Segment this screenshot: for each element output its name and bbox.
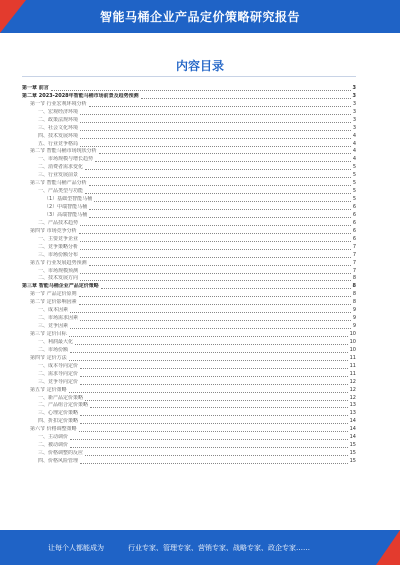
toc-entry[interactable] (22, 354, 356, 362)
toc-page-number: 6 (352, 227, 356, 234)
toc-page-number: 10 (349, 346, 356, 353)
toc-page-number: 8 (352, 275, 356, 282)
toc-entry-title: 第一章 前言 (22, 84, 49, 91)
toc-entry-title: 第一节 产品定价原则 (30, 291, 77, 298)
toc-entry[interactable] (22, 386, 356, 394)
toc-dot-leader (51, 90, 351, 91)
toc-dot-leader (80, 138, 351, 139)
toc-page-number: 5 (352, 180, 356, 187)
toc-entry[interactable] (22, 330, 356, 338)
toc-entry[interactable] (22, 290, 356, 298)
toc-entry[interactable] (22, 394, 356, 402)
toc-entry-title: 三、竞争导向定价 (38, 378, 79, 385)
toc-entry[interactable] (22, 235, 356, 243)
toc-entry[interactable] (22, 108, 356, 116)
toc-dot-leader (70, 352, 348, 353)
toc-dot-leader (80, 130, 351, 131)
toc-dot-leader (85, 400, 348, 401)
toc-entry-title: 第三节 定价目标 (30, 331, 67, 337)
toc-page-number: 14 (349, 434, 356, 441)
toc-entry-title: 第四节 市场竞争分析 (30, 227, 77, 234)
toc-dot-leader (80, 249, 351, 250)
toc-entry-title: 第二章 2023-2028年智能马桶市场前景及趋势预测 (22, 92, 139, 99)
toc-dot-leader (80, 225, 351, 226)
toc-entry[interactable] (22, 100, 356, 108)
toc-entry[interactable] (22, 124, 356, 132)
toc-entry-title: 二、竞争策略分析 (38, 243, 79, 250)
toc-entry[interactable] (22, 251, 356, 259)
toc-entry[interactable] (22, 402, 356, 410)
toc-entry[interactable] (22, 441, 356, 449)
toc-entry-title: 第二节 智能马桶市场现状分析 (30, 148, 97, 155)
toc-dot-leader (79, 233, 351, 234)
toc-page-number: 9 (352, 307, 356, 314)
toc-entry-title: 一、新产品定价策略 (38, 394, 84, 401)
footer-slogan: 让每个人都能成为 (48, 544, 104, 552)
toc-dot-leader (89, 106, 351, 107)
toc-dot-leader (80, 320, 351, 321)
toc-dot-leader (80, 463, 348, 464)
toc-entry-title: 第二节 定价影响因素 (30, 299, 77, 306)
toc-entry[interactable] (22, 314, 356, 322)
toc-dot-leader (95, 161, 351, 162)
toc-entry-title: 一、成本因素 (38, 307, 69, 314)
toc-page-number: 7 (352, 267, 356, 274)
toc-entry-title: （1）基础型智能马桶 (44, 196, 93, 203)
toc-entry[interactable] (22, 425, 356, 433)
toc-page-number: 15 (349, 442, 356, 449)
toc-page-number: 15 (349, 458, 356, 464)
toc-entry[interactable] (22, 187, 356, 195)
toc-entry[interactable] (22, 378, 356, 386)
toc-entry-title: 三、市场份额分布 (38, 251, 79, 258)
toc-entry-title: 一、主要竞争企业 (38, 235, 79, 242)
toc-entry[interactable] (22, 92, 356, 100)
toc-entry-title: 四、价格风险管理 (38, 458, 79, 464)
toc-entry-title: 一、市场规模预测 (38, 267, 79, 274)
toc-entry[interactable] (22, 211, 356, 219)
toc-page-number: 4 (352, 148, 356, 155)
toc-page-number: 12 (349, 378, 356, 385)
toc-dot-leader (70, 439, 348, 440)
toc-dot-leader (80, 376, 348, 377)
toc-dot-leader (79, 304, 351, 305)
toc-page-number: 3 (352, 84, 356, 91)
toc-dot-leader (79, 431, 348, 432)
toc-entry-title: 二、政策法规环境 (38, 116, 79, 123)
toc-dot-leader (94, 201, 351, 202)
toc-page-number: 5 (352, 164, 356, 171)
toc-entry-title: 第四节 定价方法 (30, 354, 67, 361)
toc-dot-leader (90, 407, 348, 408)
toc-page-number: 10 (349, 331, 356, 337)
toc-entry-title: 二、市场份额 (38, 346, 69, 353)
toc-dot-leader (85, 169, 351, 170)
toc-entry-title: 第一节 行业宏观环境分析 (30, 100, 87, 107)
toc-entry[interactable] (22, 195, 356, 203)
toc-dot-leader (80, 423, 348, 424)
toc-page-number: 8 (352, 283, 356, 290)
toc-entry-title: 第三章 智能马桶企业产品定价策略 (22, 283, 99, 290)
report-header (0, 0, 400, 33)
toc-entry[interactable] (22, 267, 356, 275)
toc-entry-title: 二、技术发展方向 (38, 275, 79, 282)
toc-dot-leader (101, 288, 351, 289)
toc-dot-leader (80, 273, 351, 274)
toc-entry[interactable] (22, 449, 356, 457)
toc-entry[interactable] (22, 275, 356, 283)
toc-entry-title: 四、技术发展环境 (38, 132, 79, 139)
toc-entry[interactable] (22, 243, 356, 251)
toc-page-number: 3 (352, 100, 356, 107)
toc-dot-leader (80, 257, 351, 258)
toc-page-number: 15 (349, 450, 356, 457)
toc-dot-leader (89, 265, 351, 266)
toc-entry-title: 三、行业发展前景 (38, 172, 79, 179)
toc-entry-title: 二、消费者需求变化 (38, 164, 84, 171)
toc-page-number: 6 (352, 211, 356, 218)
toc-dot-leader (85, 193, 351, 194)
toc-heading: 内容目录 (175, 59, 224, 73)
footer-tagline: 行业专家、管理专家、营销专家、战略专家、政企专家…… (128, 544, 310, 552)
toc-entry-title: 一、市场规模与增长趋势 (38, 156, 94, 163)
toc-page-number: 11 (349, 362, 356, 369)
toc-dot-leader (69, 392, 348, 393)
toc-dot-leader (75, 344, 348, 345)
toc-entry-title: 第三节 智能马桶产品分析 (30, 180, 87, 187)
toc-page-number: 4 (352, 132, 356, 139)
toc-entry-title: 一、利润最大化 (38, 338, 74, 345)
toc-dot-leader (70, 312, 351, 313)
toc-dot-leader (79, 296, 351, 297)
toc-page-number: 7 (352, 259, 356, 266)
toc-dot-leader (80, 280, 351, 281)
toc-dot-leader (80, 415, 348, 416)
toc-page-number: 3 (352, 92, 356, 99)
toc-dot-leader (80, 177, 351, 178)
toc-divider (22, 76, 356, 77)
toc-page-number: 8 (352, 291, 356, 298)
toc-page-number: 12 (349, 386, 356, 393)
toc-dot-leader (69, 336, 348, 337)
toc-entry[interactable] (22, 322, 356, 330)
toc-dot-leader (80, 146, 351, 147)
toc-entry[interactable] (22, 433, 356, 441)
toc-entry-title: 一、成本导向定价 (38, 362, 79, 369)
toc-page-number: 13 (349, 410, 356, 417)
toc-page-number: 11 (349, 354, 356, 361)
toc-entry[interactable] (22, 259, 356, 267)
toc-entry-title: 四、折扣定价策略 (38, 418, 79, 425)
toc-page-number: 7 (352, 243, 356, 250)
toc-page-number: 13 (349, 402, 356, 409)
report-title: 智能马桶企业产品定价策略研究报告 (99, 10, 300, 24)
toc-dot-leader (80, 241, 351, 242)
toc-dot-leader (80, 384, 348, 385)
toc-entry[interactable] (22, 155, 356, 163)
toc-entry[interactable] (22, 84, 356, 92)
toc-page-number: 14 (349, 418, 356, 425)
toc-entry-title: （2）中端智能马桶 (44, 204, 88, 210)
toc-page-number: 9 (352, 315, 356, 322)
toc-entry[interactable] (22, 227, 356, 235)
toc-entry[interactable] (22, 457, 356, 465)
toc-entry[interactable] (22, 219, 356, 227)
toc-dot-leader (99, 153, 351, 154)
toc-page-number: 9 (352, 323, 356, 330)
toc-entry-title: 二、市场需求因素 (38, 315, 79, 322)
toc-entry[interactable] (22, 306, 356, 314)
toc-dot-leader (141, 98, 351, 99)
toc-entry-title: 第五节 行业发展趋势预测 (30, 259, 87, 266)
toc-page-number: 6 (352, 204, 356, 210)
toc-page-number: 8 (352, 299, 356, 306)
toc-page-number: 4 (352, 156, 356, 163)
toc-page-number: 11 (349, 370, 356, 377)
toc-entry[interactable] (22, 370, 356, 378)
toc-entry[interactable] (22, 163, 356, 171)
toc-dot-leader (89, 185, 351, 186)
toc-entry-title: 三、竞争因素 (38, 323, 69, 330)
toc-entry[interactable] (22, 346, 356, 354)
toc-entry[interactable] (22, 409, 356, 417)
toc-entry-title: 五、行业竞争格局 (38, 140, 79, 147)
toc-dot-leader (80, 122, 351, 123)
toc-entry-title: 第六节 价格调整策略 (30, 426, 77, 433)
toc-entry[interactable] (22, 203, 356, 211)
toc-entry-title: 第五节 定价策略 (30, 386, 67, 393)
toc-entry-title: 一、主动调价 (38, 434, 69, 441)
toc-entry[interactable] (22, 282, 356, 290)
toc-entry[interactable] (22, 116, 356, 124)
toc-entry-title: 二、需求导向定价 (38, 370, 79, 377)
footer-corner-decoration (376, 530, 400, 565)
toc-page-number: 5 (352, 172, 356, 179)
toc-entry-title: 二、产品组合定价策略 (38, 402, 89, 409)
toc-entry-title: 二、被动调价 (38, 442, 69, 449)
toc-page-number: 5 (352, 188, 356, 195)
toc-page-number: 7 (352, 251, 356, 258)
toc-dot-leader (70, 447, 348, 448)
toc-entry-title: 一、产品类型与功能 (38, 188, 84, 195)
toc-page-number: 5 (352, 196, 356, 203)
toc-entry-title: 二、产品技术趋势 (38, 219, 79, 226)
toc-entry-title: （3）高端智能马桶 (44, 211, 88, 218)
toc-page-number: 3 (352, 108, 356, 115)
toc-page-number: 6 (352, 235, 356, 242)
toc-dot-leader (89, 209, 351, 210)
toc-entry[interactable] (22, 338, 356, 346)
toc-entry[interactable] (22, 140, 356, 148)
toc-dot-leader (80, 114, 351, 115)
toc-entry[interactable] (22, 171, 356, 179)
toc-dot-leader (69, 360, 348, 361)
toc-dot-leader (89, 217, 351, 218)
toc-page-number: 3 (352, 116, 356, 123)
toc-entry[interactable] (22, 298, 356, 306)
toc-page-number: 3 (352, 124, 356, 131)
toc-entry[interactable] (22, 148, 356, 156)
toc-entry-title: 三、社会文化环境 (38, 124, 79, 131)
toc-entry[interactable] (22, 362, 356, 370)
toc-page-number: 12 (349, 394, 356, 401)
toc-entry[interactable] (22, 132, 356, 140)
toc-dot-leader (80, 368, 348, 369)
toc-page-number: 10 (349, 338, 356, 345)
table-of-contents (22, 84, 356, 465)
toc-dot-leader (70, 328, 351, 329)
toc-entry-title: 三、心理定价策略 (38, 410, 79, 417)
toc-entry[interactable] (22, 417, 356, 425)
toc-page-number: 6 (352, 219, 356, 226)
toc-page-number: 4 (352, 140, 356, 147)
report-footer (0, 530, 400, 565)
toc-page-number: 14 (349, 426, 356, 433)
toc-dot-leader (85, 455, 348, 456)
toc-entry-title: 三、价格调整的反应 (38, 450, 84, 457)
toc-entry-title: 一、宏观经济环境 (38, 108, 79, 115)
toc-entry[interactable] (22, 179, 356, 187)
